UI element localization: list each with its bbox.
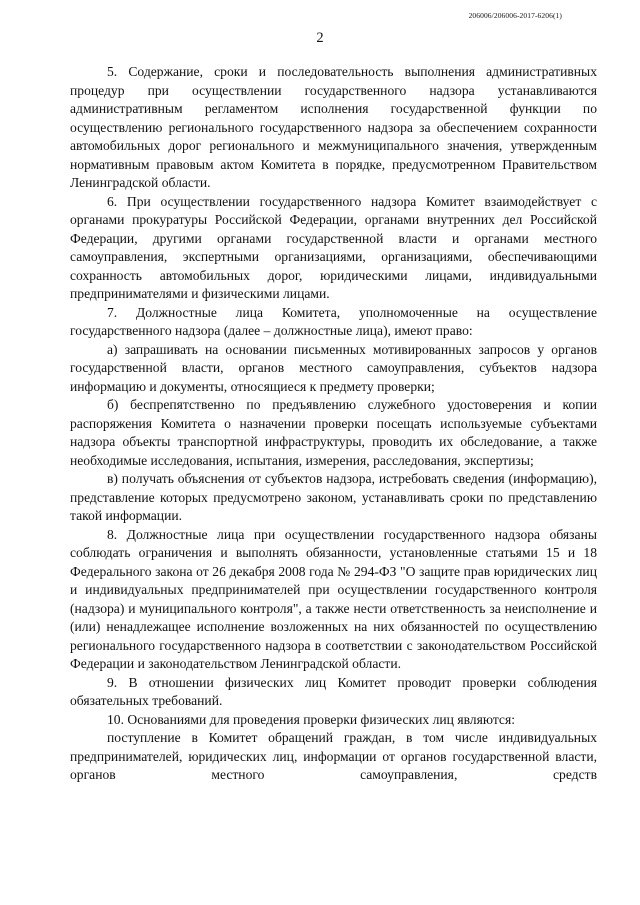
paragraph-7b: б) беспрепятственно по предъявлению служебного удостоверения и копии распоряжения Комитета о назначении проверки посещать используемые субъектами надзора объекты транспортной инфраструктуры, проводить их обследование, а также необходимые исследования, испытания, измерения, расследования, экспертизы; xyxy=(70,397,597,468)
paragraph-8: 8. Должностные лица при осуществлении государственного надзора обязаны соблюдать ограничения и выполнять обязанности, установленные статьями 15 и 18 Федерального закона от 26 декабря 2008 года № 294-ФЗ "О защите прав юридических лиц и индивидуальных предпринимателей при осуществлении государственного контроля (надзора) и муниципального контроля", а также нести ответственность за неисполнение и (или) ненадлежащее исполнение возложенных на них обязанностей по осуществлению регионального государственного надзора в соответствии с законодательством Российской Федерации и законодательством Ленинградской области. xyxy=(70,526,597,671)
paragraph-7a: а) запрашивать на основании письменных мотивированных запросов у органов государственной власти, органов местного самоуправления, субъектов надзора информацию и документы, относящиеся к предмету проверки; xyxy=(70,341,597,394)
paragraph-10-item: поступление в Комитет обращений граждан, в том числе индивидуальных предпринимателей, юридических лиц, информации от органов государственной власти, органов местного самоуправления, средств xyxy=(70,730,597,782)
paragraph-9: 9. В отношении физических лиц Комитет проводит проверки соблюдения обязательных требований. xyxy=(70,674,597,708)
paragraph-10: 10. Основаниями для проведения проверки физических лиц являются: xyxy=(107,711,515,727)
paragraph-6: 6. При осуществлении государственного надзора Комитет взаимодействует с органами прокуратуры Российской Федерации, органами внутренних дел Российской Федерации, другими органами государственной власти и органами местного самоуправления, экспертными организациями, организациями, обеспечивающими сохранность автомобильных дорог, юридическими лицами, индивидуальными предпринимателями и физическими лицами. xyxy=(70,193,597,301)
paragraph-5: 5. Содержание, сроки и последовательность выполнения административных процедур при осуществлении государственного надзора устанавливаются административным регламентом исполнения государственной функции по осуществлению регионального государственного надзора за обеспечением сохранности автомобильных дорог регионального и межмуниципального значения, утвержденным нормативным правовым актом Комитета в порядке, предусмотренном Правительством Ленинградской области. xyxy=(70,64,597,190)
paragraph-7c: в) получать объяснения от субъектов надзора, истребовать сведения (информацию), представление которых предусмотрено законом, устанавливать сроки по представлению такой информации. xyxy=(70,471,597,523)
paragraph-7: 7. Должностные лица Комитета, уполномоченные на осуществление государственного надзора (далее – должностные лица), имеют право: xyxy=(70,304,597,338)
page-number: 2 xyxy=(316,30,324,46)
document-id: 206006/206006-2017-6206(1) xyxy=(468,11,562,20)
document-body xyxy=(70,63,597,785)
